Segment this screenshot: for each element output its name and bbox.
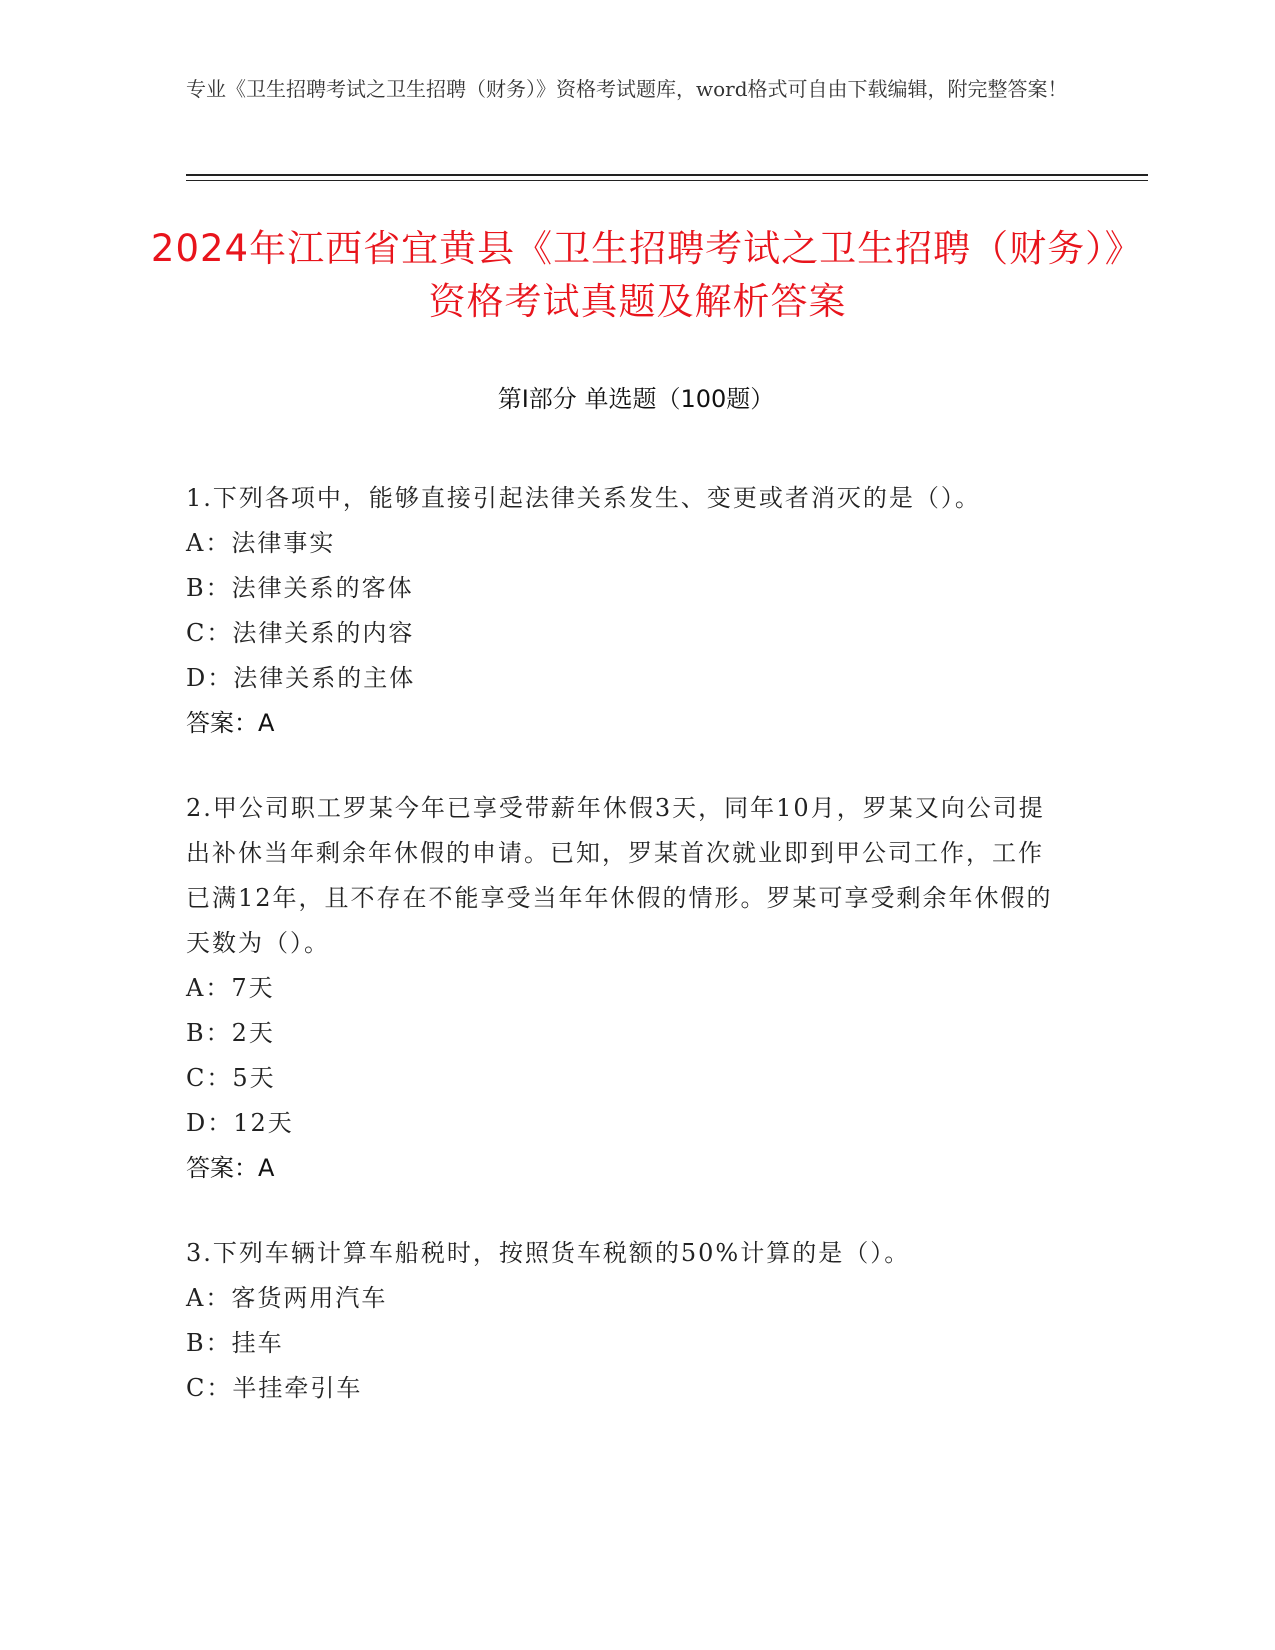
document-title: 2024年江西省宜黄县《卫生招聘考试之卫生招聘（财务）》资格考试真题及解析答案 [150, 227, 1125, 323]
question-3 [186, 1231, 1066, 1411]
option-c: C：法律关系的内容 [186, 619, 415, 647]
section-title: 第Ⅰ部分 单选题（100题） [497, 385, 775, 413]
option-b: B：挂车 [186, 1329, 284, 1357]
answer: 答案：A [186, 709, 275, 737]
option-d: D：12天 [186, 1109, 294, 1137]
question-1 [186, 476, 1066, 746]
option-a: A：7天 [186, 974, 275, 1002]
option-b: B：法律关系的客体 [186, 574, 414, 602]
option-a: A：法律事实 [186, 529, 336, 557]
question-stem: 3.下列车辆计算车船税时，按照货车税额的50%计算的是（）。 [186, 1239, 911, 1267]
header-divider-thick [186, 174, 1148, 176]
question-list [186, 476, 1066, 1451]
question-2 [186, 786, 1066, 1191]
option-d: D：法律关系的主体 [186, 664, 416, 692]
option-c: C：5天 [186, 1064, 276, 1092]
header-divider-thin [186, 180, 1148, 181]
answer: 答案：A [186, 1154, 275, 1182]
question-stem: 2.甲公司职工罗某今年已享受带薪年休假3天，同年10月，罗某又向公司提出补休当年剩余年休假的申请。已知，罗某首次就业即到甲公司工作，工作已满12年，且不存在不能享受当年年休假的情形。罗某可享受剩余年休假的天数为（）。 [186, 794, 1053, 957]
option-c: C：半挂牵引车 [186, 1374, 363, 1402]
option-b: B：2天 [186, 1019, 275, 1047]
header-note: 专业《卫生招聘考试之卫生招聘（财务）》资格考试题库，word格式可自由下载编辑，附完整答案！ [186, 77, 1068, 101]
question-stem: 1.下列各项中，能够直接引起法律关系发生、变更或者消灭的是（）。 [186, 484, 981, 512]
option-a: A：客货两用汽车 [186, 1284, 388, 1312]
